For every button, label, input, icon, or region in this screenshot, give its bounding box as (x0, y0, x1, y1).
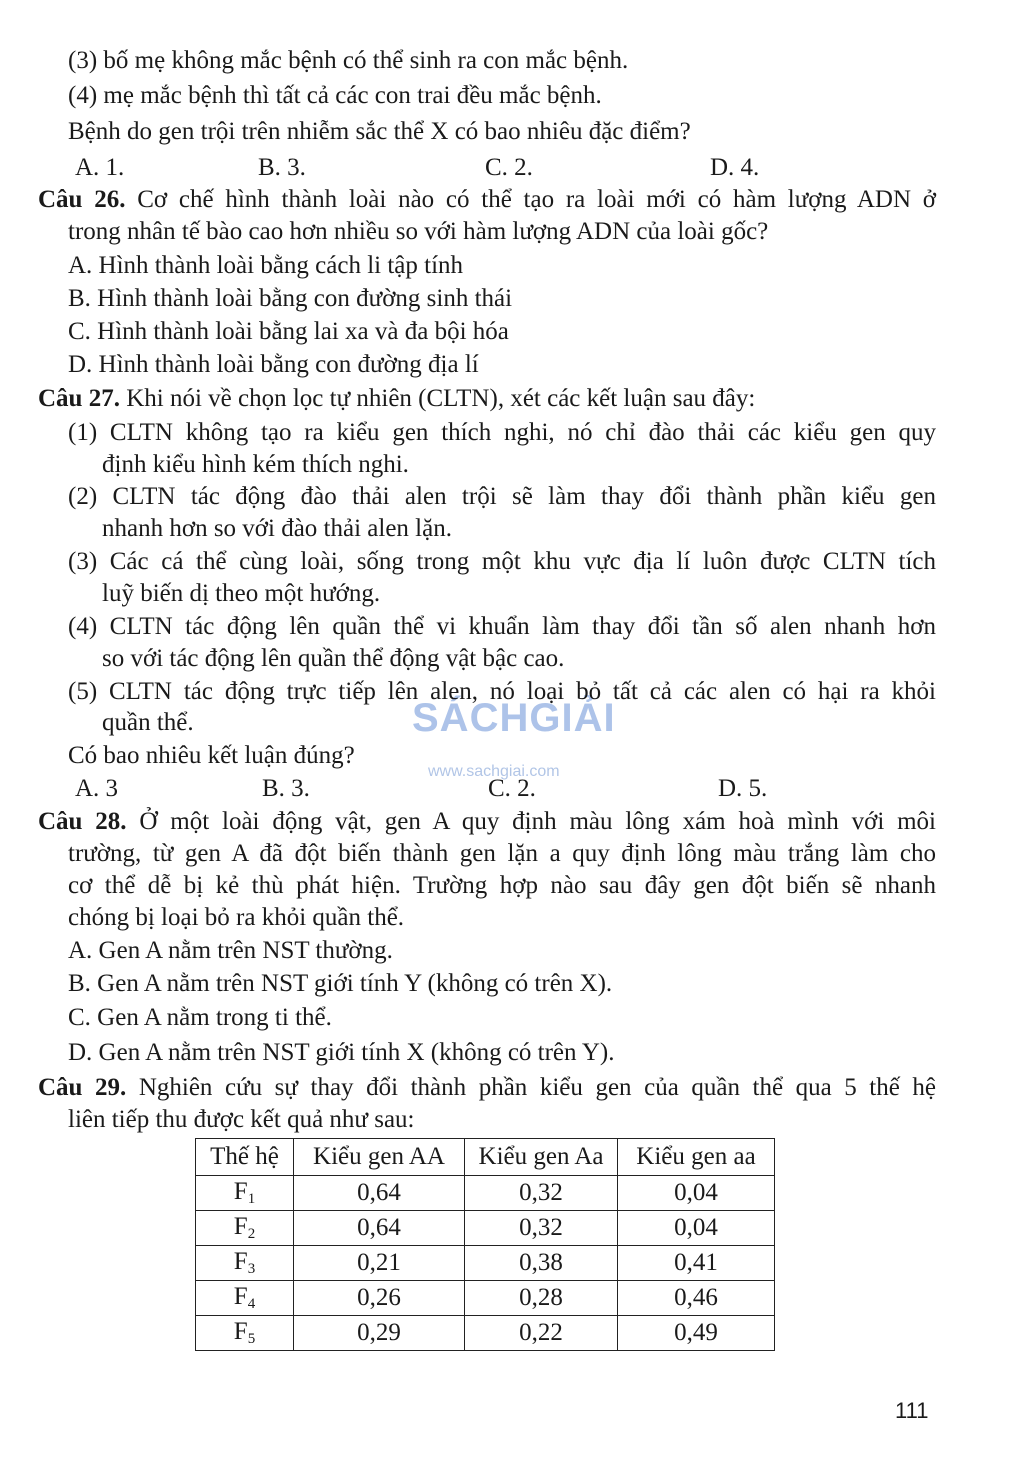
aa-recessive-cell: 0,04 (618, 1211, 775, 1246)
q28-stem-line4: chóng bị loại bỏ ra khỏi quần thể. (68, 904, 405, 931)
q25-option-b: B. 3. (258, 154, 306, 181)
q25-option-c: C. 2. (485, 154, 533, 181)
q28-option-b: B. Gen A nằm trên NST giới tính Y (không có trên X). (68, 970, 613, 997)
aa-dominant-cell: 0,21 (294, 1246, 465, 1281)
q27-text: Khi nói về chọn lọc tự nhiên (CLTN), xét các kết luận sau đây: (126, 385, 756, 412)
q28-stem-line1 (38, 807, 936, 837)
aa-hetero-cell: 0,38 (465, 1246, 618, 1281)
generation-cell: $F_1$ (196, 1176, 294, 1211)
q29-text: Nghiên cứu sự thay đổi thành phần kiểu gen của quần thể qua 5 thế hệ (138, 1074, 936, 1101)
q26-stem-line2: trong nhân tế bào cao hơn nhiều so với hàm lượng ADN của loài gốc? (68, 218, 769, 245)
q27-option-d: D. 5. (718, 775, 768, 802)
aa-dominant-cell: 0,64 (294, 1176, 465, 1211)
table-row (196, 1176, 775, 1211)
q26-option-c: C. Hình thành loài bằng lai xa và đa bội hóa (68, 318, 509, 345)
q25-option-a: A. 1. (75, 154, 125, 181)
q28-option-d: D. Gen A nằm trên NST giới tính X (không có trên Y). (68, 1039, 615, 1066)
header-aa-dominant: Kiểu gen AA (294, 1139, 465, 1176)
q26-text: Cơ chế hình thành loài nào có thể tạo ra loài mới có hàm lượng ADN ở (137, 186, 937, 213)
q27-item4-line2: so với tác động lên quần thể động vật bậc cao. (102, 645, 565, 672)
q26-option-b: B. Hình thành loài bằng con đường sinh thái (68, 285, 513, 312)
generation-cell: $F_4$ (196, 1281, 294, 1316)
q27-item2-line1: (2) CLTN tác động đào thải alen trội sẽ làm thay đổi thành phần kiểu gen (68, 483, 936, 510)
aa-hetero-cell: 0,32 (465, 1211, 618, 1246)
q27-label: Câu 27. (38, 385, 120, 412)
header-generation: Thế hệ (196, 1139, 294, 1176)
table-header-row (196, 1139, 775, 1176)
table-row (196, 1316, 775, 1351)
q26-label: Câu 26. (38, 186, 126, 213)
header-aa-recessive: Kiểu gen aa (618, 1139, 775, 1176)
q27-item3-line2: luỹ biến dị theo một hướng. (102, 580, 381, 607)
q28-stem-line2: trường, từ gen A đã đột biến thành gen lặn a quy định lông màu trắng làm cho (68, 840, 936, 867)
aa-hetero-cell: 0,32 (465, 1176, 618, 1211)
q27-item1-line1: (1) CLTN không tạo ra kiểu gen thích nghi, nó chỉ đào thải các kiểu gen quy (68, 419, 936, 446)
table-row (196, 1246, 775, 1281)
q26-option-a: A. Hình thành loài bằng cách li tập tính (68, 252, 464, 279)
genotype-table (195, 1138, 775, 1351)
aa-dominant-cell: 0,64 (294, 1211, 465, 1246)
statement-3: (3) bố mẹ không mắc bệnh có thể sinh ra con mắc bệnh. (68, 47, 629, 74)
generation-cell: $F_5$ (196, 1316, 294, 1351)
q28-text: Ở một loài động vật, gen A quy định màu lông xám hoà mình với môi (139, 808, 937, 835)
q27-item2-line2: nhanh hơn so với đào thải alen lặn. (102, 515, 452, 542)
header-aa-hetero: Kiểu gen Aa (465, 1139, 618, 1176)
generation-cell: $F_3$ (196, 1246, 294, 1281)
watermark-logo: SÁCHGIẢI (412, 696, 616, 740)
statement-4: (4) mẹ mắc bệnh thì tất cả các con trai đều mắc bệnh. (68, 82, 602, 109)
q27-item4-line1: (4) CLTN tác động lên quần thể vi khuẩn làm thay đổi tần số alen nhanh hơn (68, 613, 936, 640)
aa-recessive-cell: 0,46 (618, 1281, 775, 1316)
q29-stem-line2: liên tiếp thu được kết quả như sau: (68, 1106, 415, 1133)
q27-item1-line2: định kiểu hình kém thích nghi. (102, 451, 409, 478)
aa-hetero-cell: 0,22 (465, 1316, 618, 1351)
q27-option-a: A. 3 (75, 775, 119, 802)
q29-stem-line1 (38, 1073, 936, 1103)
q27-stem (38, 384, 755, 414)
q28-option-a: A. Gen A nằm trên NST thường. (68, 937, 393, 964)
q27-item5-line1: (5) CLTN tác động trực tiếp lên alen, nó loại bỏ tất cả các alen có hại ra khỏi (68, 678, 936, 705)
q27-item3-line1: (3) Các cá thể cùng loài, sống trong một khu vực địa lí luôn được CLTN tích (68, 548, 936, 575)
q27-prompt: Có bao nhiêu kết luận đúng? (68, 742, 355, 769)
q27-option-b: B. 3. (262, 775, 310, 802)
table-row (196, 1211, 775, 1246)
watermark-url: www.sachgiai.com (428, 763, 560, 780)
q25-option-d: D. 4. (710, 154, 760, 181)
table-row (196, 1281, 775, 1316)
aa-dominant-cell: 0,26 (294, 1281, 465, 1316)
aa-hetero-cell: 0,28 (465, 1281, 618, 1316)
q27-item5-line2: quần thể. (102, 709, 194, 736)
q28-stem-line3: cơ thể dễ bị kẻ thù phát hiện. Trường hợp nào sau đây gen đột biến sẽ nhanh (68, 872, 936, 899)
aa-recessive-cell: 0,49 (618, 1316, 775, 1351)
q26-option-d: D. Hình thành loài bằng con đường địa lí (68, 351, 479, 378)
q28-label: Câu 28. (38, 808, 127, 835)
aa-recessive-cell: 0,41 (618, 1246, 775, 1281)
page-number: 111 (895, 1398, 929, 1423)
q27-option-c: C. 2. (488, 775, 536, 802)
q28-option-c: C. Gen A nằm trong ti thể. (68, 1004, 332, 1031)
q29-label: Câu 29. (38, 1074, 127, 1101)
q25-prompt: Bệnh do gen trội trên nhiễm sắc thể X có bao nhiêu đặc điểm? (68, 118, 691, 145)
aa-dominant-cell: 0,29 (294, 1316, 465, 1351)
q26-stem-line1 (38, 185, 936, 215)
generation-cell: $F_2$ (196, 1211, 294, 1246)
aa-recessive-cell: 0,04 (618, 1176, 775, 1211)
